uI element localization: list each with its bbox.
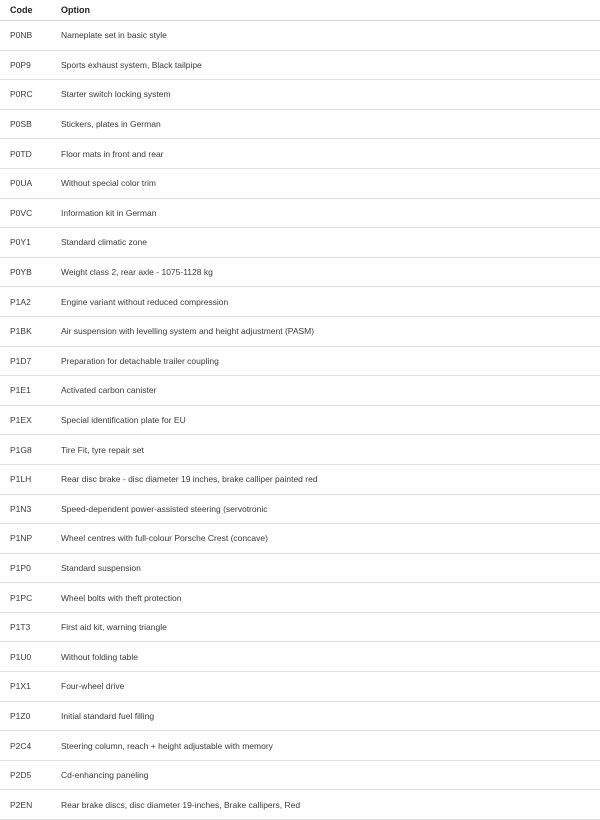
- table-row: [0, 346, 600, 376]
- option-description-cell: Engine variant without reduced compression: [51, 287, 600, 317]
- option-description-cell: Cd-enhancing paneling: [51, 760, 600, 790]
- option-code-cell: P0RC: [0, 80, 51, 110]
- table-row: [0, 50, 600, 80]
- table-header: [0, 0, 600, 21]
- option-description-cell: Four-wheel drive: [51, 672, 600, 702]
- option-description-cell: Steering column, reach + height adjustable with memory: [51, 731, 600, 761]
- header-row: [0, 0, 600, 21]
- option-code-cell: P1T3: [0, 612, 51, 642]
- option-code-cell: P0P9: [0, 50, 51, 80]
- code-column-header: Code: [0, 0, 51, 21]
- table-row: [0, 257, 600, 287]
- option-description-cell: Tire Fit, tyre repair set: [51, 435, 600, 465]
- table-row: [0, 198, 600, 228]
- option-description-cell: Wheel bolts with theft protection: [51, 583, 600, 613]
- table-row: [0, 642, 600, 672]
- table-row: [0, 553, 600, 583]
- table-row: [0, 672, 600, 702]
- option-description-cell: Weight class 2, rear axle - 1075-1128 kg: [51, 257, 600, 287]
- table-row: [0, 435, 600, 465]
- option-code-cell: P1G8: [0, 435, 51, 465]
- option-description-cell: Information kit in German: [51, 198, 600, 228]
- table-row: [0, 316, 600, 346]
- option-description-cell: Standard climatic zone: [51, 228, 600, 258]
- option-code-cell: P1E1: [0, 376, 51, 406]
- option-description-cell: Activated carbon canister: [51, 376, 600, 406]
- table-row: [0, 287, 600, 317]
- option-code-cell: P0Y1: [0, 228, 51, 258]
- table-row: [0, 109, 600, 139]
- option-description-cell: Air suspension with levelling system and height adjustment (PASM): [51, 316, 600, 346]
- option-description-cell: Rear disc brake - disc diameter 19 inches, brake calliper painted red: [51, 464, 600, 494]
- table-row: [0, 376, 600, 406]
- option-code-cell: P1X1: [0, 672, 51, 702]
- option-code-cell: P1N3: [0, 494, 51, 524]
- table-row: [0, 80, 600, 110]
- table-row: [0, 731, 600, 761]
- option-code-cell: P1NP: [0, 524, 51, 554]
- table-row: [0, 583, 600, 613]
- option-description-cell: Without folding table: [51, 642, 600, 672]
- option-code-cell: P1BK: [0, 316, 51, 346]
- option-code-cell: P1P0: [0, 553, 51, 583]
- option-description-cell: Special identification plate for EU: [51, 405, 600, 435]
- option-description-cell: Initial standard fuel filling: [51, 701, 600, 731]
- option-code-cell: P1LH: [0, 464, 51, 494]
- table-row: [0, 228, 600, 258]
- table-row: [0, 701, 600, 731]
- option-code-cell: P1Z0: [0, 701, 51, 731]
- table-row: [0, 168, 600, 198]
- option-code-cell: P0YB: [0, 257, 51, 287]
- option-code-cell: P0SB: [0, 109, 51, 139]
- table-body: [0, 21, 600, 820]
- option-code-cell: P1D7: [0, 346, 51, 376]
- table-row: [0, 139, 600, 169]
- option-description-cell: Nameplate set in basic style: [51, 21, 600, 51]
- option-description-cell: Preparation for detachable trailer coupling: [51, 346, 600, 376]
- option-code-cell: P2D5: [0, 760, 51, 790]
- option-description-cell: Wheel centres with full-colour Porsche Crest (concave): [51, 524, 600, 554]
- option-description-cell: Stickers, plates in German: [51, 109, 600, 139]
- option-code-cell: P2EN: [0, 790, 51, 820]
- option-description-cell: Without special color trim: [51, 168, 600, 198]
- table-row: [0, 405, 600, 435]
- option-description-cell: Starter switch locking system: [51, 80, 600, 110]
- option-code-cell: P0VC: [0, 198, 51, 228]
- table-row: [0, 464, 600, 494]
- table-row: [0, 760, 600, 790]
- option-code-cell: P2C4: [0, 731, 51, 761]
- option-description-cell: Speed-dependent power-assisted steering (servotronic: [51, 494, 600, 524]
- option-description-cell: Floor mats in front and rear: [51, 139, 600, 169]
- option-code-cell: P0UA: [0, 168, 51, 198]
- option-code-cell: P1PC: [0, 583, 51, 613]
- option-description-cell: Sports exhaust system, Black tailpipe: [51, 50, 600, 80]
- option-code-cell: P1A2: [0, 287, 51, 317]
- option-code-cell: P0TD: [0, 139, 51, 169]
- table-row: [0, 524, 600, 554]
- option-code-cell: P0NB: [0, 21, 51, 51]
- table-row: [0, 494, 600, 524]
- table-row: [0, 790, 600, 820]
- option-description-cell: Rear brake discs, disc diameter 19-inches, Brake callipers, Red: [51, 790, 600, 820]
- table-row: [0, 612, 600, 642]
- option-description-cell: First aid kit, warning triangle: [51, 612, 600, 642]
- option-code-cell: P1U0: [0, 642, 51, 672]
- option-description-cell: Standard suspension: [51, 553, 600, 583]
- option-code-cell: P1EX: [0, 405, 51, 435]
- option-column-header: Option: [51, 0, 600, 21]
- table-row: [0, 21, 600, 51]
